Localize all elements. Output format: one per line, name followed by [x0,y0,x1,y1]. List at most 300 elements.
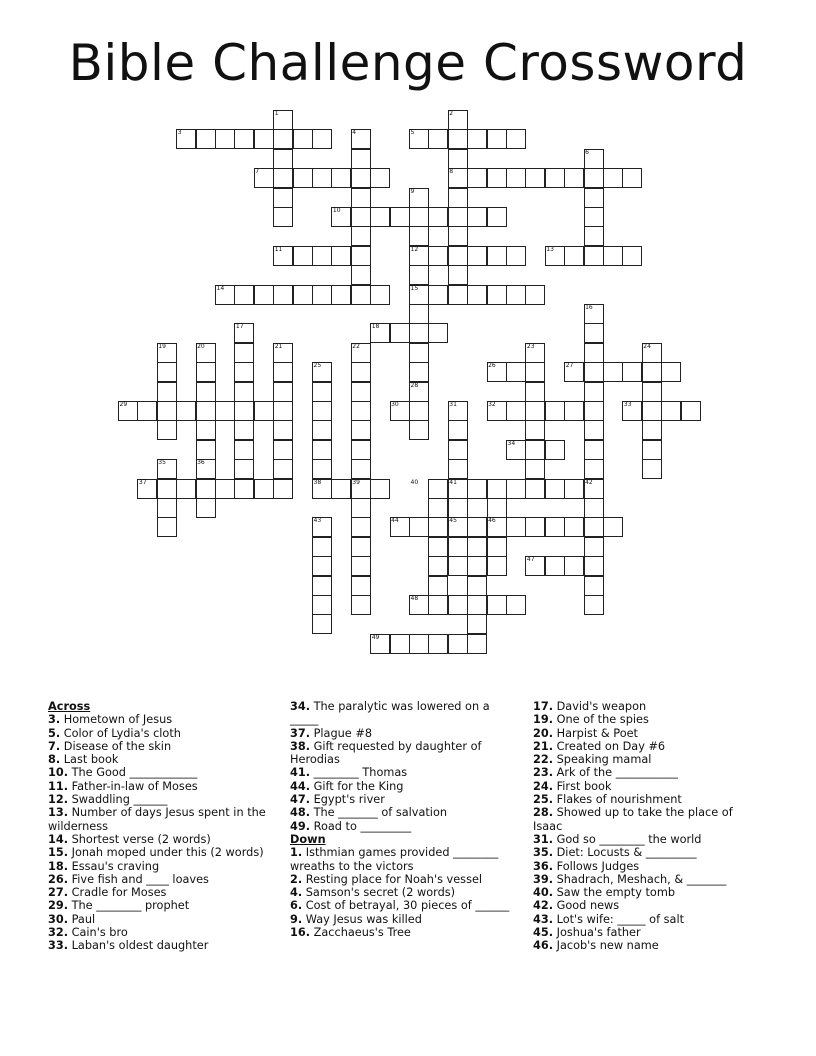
grid-cell[interactable] [661,401,681,421]
grid-cell[interactable] [390,207,410,227]
grid-cell[interactable] [584,517,604,537]
grid-cell[interactable] [370,207,390,227]
grid-cell[interactable] [273,149,293,169]
grid-cell[interactable] [642,459,662,479]
grid-cell[interactable] [487,537,507,557]
grid-cell[interactable] [448,459,468,479]
clue-text: Hometown of Jesus [60,713,173,727]
grid-cell[interactable] [331,479,351,499]
grid-cell[interactable] [448,207,468,227]
clue-number: 48. [290,806,311,820]
grid-cell[interactable] [681,401,701,421]
grid-cell[interactable] [409,304,429,324]
grid-cell[interactable] [448,420,468,440]
page-title: Bible Challenge Crossword [68,34,748,92]
grid-cell[interactable] [273,168,293,188]
grid-cell[interactable] [428,576,448,596]
grid-cell[interactable] [273,459,293,479]
grid-cell[interactable] [564,246,584,266]
clue-text: Last book [60,753,119,767]
grid-cell[interactable] [545,440,565,460]
clue-number: 30. [48,912,69,926]
grid-cell[interactable] [448,265,468,285]
grid-cell[interactable] [254,479,274,499]
grid-cell[interactable] [370,168,390,188]
grid-cell[interactable] [351,285,371,305]
grid-cell[interactable] [312,459,332,479]
grid-cell[interactable] [331,246,351,266]
clue-number-label: 7 [255,168,260,176]
clue-item [533,873,763,886]
grid-cell[interactable] [157,362,177,382]
grid-cell[interactable] [428,517,448,537]
clue-number-label: 27 [565,362,574,370]
grid-cell[interactable] [467,576,487,596]
clue-item [48,713,273,726]
clue-number-label: 43 [313,517,322,525]
grid-cell[interactable] [487,479,507,499]
clue-number-label: 13 [546,245,554,253]
grid-cell[interactable] [312,537,332,557]
grid-cell[interactable] [584,188,604,208]
grid-cell[interactable] [293,285,313,305]
grid-cell[interactable] [409,634,429,654]
grid-cell[interactable] [467,207,487,227]
clue-item [48,753,273,766]
grid-cell[interactable] [351,168,371,188]
grid-cell[interactable] [642,440,662,460]
grid-cell[interactable] [506,401,526,421]
grid-cell[interactable] [273,382,293,402]
grid-cell[interactable] [351,149,371,169]
grid-cell[interactable] [273,440,293,460]
grid-cell[interactable] [409,517,429,537]
grid-cell[interactable] [157,401,177,421]
grid-cell[interactable] [312,168,332,188]
grid-cell[interactable] [351,401,371,421]
grid-cell[interactable] [215,129,235,149]
grid-cell[interactable] [351,537,371,557]
grid-cell[interactable] [467,614,487,634]
grid-cell[interactable] [234,401,254,421]
grid-cell[interactable] [487,595,507,615]
grid-cell[interactable] [254,129,274,149]
grid-cell[interactable] [525,479,545,499]
grid-cell[interactable] [428,634,448,654]
clue-number: 43. [533,912,554,926]
clue-number: 24. [533,779,554,793]
clue-text: Samson's secret (2 words) [302,886,456,900]
clue-number-label: 6 [585,148,589,156]
grid-cell[interactable] [487,498,507,518]
clue-item [290,700,510,727]
grid-cell[interactable] [448,188,468,208]
clue-text: Father-in-law of Moses [68,779,198,793]
grid-cell[interactable] [428,537,448,557]
grid-cell[interactable] [196,479,216,499]
grid-cell[interactable] [215,401,235,421]
grid-cell[interactable] [390,634,410,654]
clue-text: Gift for the King [310,779,404,793]
clue-column-2 [290,700,510,939]
clue-number-label: 3 [177,129,182,137]
clue-number-label: 9 [410,187,415,195]
grid-cell[interactable] [525,401,545,421]
grid-cell[interactable] [467,285,487,305]
grid-cell[interactable] [157,498,177,518]
grid-cell[interactable] [351,595,371,615]
grid-cell[interactable] [273,420,293,440]
grid-cell[interactable] [428,498,448,518]
grid-cell[interactable] [234,343,254,363]
grid-cell[interactable] [196,420,216,440]
grid-cell[interactable] [467,168,487,188]
grid-cell[interactable] [409,323,429,343]
grid-cell[interactable] [312,420,332,440]
grid-cell[interactable] [137,401,157,421]
grid-cell[interactable] [234,440,254,460]
clue-number-label: 29 [119,401,128,408]
grid-cell[interactable] [273,362,293,382]
grid-cell[interactable] [351,188,371,208]
clue-number: 41. [290,766,311,780]
grid-cell[interactable] [273,207,293,227]
grid-cell[interactable] [564,168,584,188]
grid-cell[interactable] [312,595,332,615]
clue-number-label: 17 [235,323,244,331]
grid-cell[interactable] [176,401,196,421]
clue-item [533,727,763,740]
clue-number-label: 19 [158,342,166,350]
grid-cell[interactable] [234,285,254,305]
grid-cell[interactable] [584,362,604,382]
grid-cell[interactable] [603,246,623,266]
grid-cell[interactable] [584,323,604,343]
grid-cell[interactable] [312,382,332,402]
grid-cell[interactable] [448,537,468,557]
grid-cell[interactable] [428,556,448,576]
grid-cell[interactable] [196,498,216,518]
grid-cell[interactable] [273,401,293,421]
grid-cell[interactable] [428,285,448,305]
grid-cell[interactable] [545,517,565,537]
grid-cell[interactable] [234,129,254,149]
grid-cell[interactable] [661,362,681,382]
grid-cell[interactable] [603,517,623,537]
grid-cell[interactable] [487,556,507,576]
grid-cell[interactable] [545,479,565,499]
grid-cell[interactable] [234,479,254,499]
grid-cell[interactable] [525,440,545,460]
grid-cell[interactable] [448,440,468,460]
grid-cell[interactable] [331,285,351,305]
grid-cell[interactable] [196,440,216,460]
grid-cell[interactable] [234,382,254,402]
grid-cell[interactable] [312,285,332,305]
grid-cell[interactable] [390,323,410,343]
grid-cell[interactable] [448,556,468,576]
clue-item [533,939,763,952]
grid-cell[interactable] [467,246,487,266]
grid-cell[interactable] [254,401,274,421]
clue-number: 45. [533,926,554,940]
grid-cell[interactable] [370,479,390,499]
clue-number-label: 31 [449,401,457,408]
grid-cell[interactable] [448,595,468,615]
grid-cell[interactable] [351,576,371,596]
clue-item [533,833,763,846]
grid-cell[interactable] [467,595,487,615]
grid-cell[interactable] [584,168,604,188]
grid-cell[interactable] [506,595,526,615]
clue-number: 40. [533,886,554,900]
clue-number: 42. [533,899,554,913]
grid-cell[interactable] [428,129,448,149]
clue-number-label: 48 [410,595,419,602]
grid-cell[interactable] [622,168,642,188]
clue-item [48,913,273,926]
grid-cell[interactable] [545,401,565,421]
clue-item [290,740,510,767]
grid-cell[interactable] [506,479,526,499]
grid-cell[interactable] [506,168,526,188]
grid-cell[interactable] [642,401,662,421]
grid-cell[interactable] [448,246,468,266]
grid-cell[interactable] [564,556,584,576]
grid-cell[interactable] [584,401,604,421]
grid-cell[interactable] [196,401,216,421]
grid-cell[interactable] [409,265,429,285]
grid-cell[interactable] [428,479,448,499]
clue-item [290,913,510,926]
grid-cell[interactable] [448,149,468,169]
grid-cell[interactable] [331,168,351,188]
grid-cell[interactable] [254,285,274,305]
grid-cell[interactable] [351,362,371,382]
grid-cell[interactable] [467,556,487,576]
grid-cell[interactable] [312,129,332,149]
grid-cell[interactable] [564,517,584,537]
grid-cell[interactable] [622,246,642,266]
grid-cell[interactable] [409,343,429,363]
clue-number: 34. [290,700,311,713]
clue-text: Essau's craving [68,859,160,873]
clue-item [533,780,763,793]
clue-item [290,886,510,899]
grid-cell[interactable] [273,479,293,499]
grid-cell[interactable] [584,595,604,615]
grid-cell[interactable] [525,168,545,188]
grid-cell[interactable] [506,362,526,382]
clue-item [48,766,273,779]
clue-column-3 [533,700,763,953]
clue-number-label: 5 [410,129,415,137]
grid-cell[interactable] [351,265,371,285]
grid-cell[interactable] [351,440,371,460]
grid-cell[interactable] [584,343,604,363]
grid-cell[interactable] [428,595,448,615]
clue-text: Shortest verse (2 words) [68,832,211,846]
clue-number: 3. [48,713,61,727]
grid-cell[interactable] [448,634,468,654]
grid-cell[interactable] [409,401,429,421]
grid-cell[interactable] [584,226,604,246]
clue-text: The ________ prophet [68,899,190,913]
clue-item [290,926,510,939]
grid-cell[interactable] [428,246,448,266]
grid-cell[interactable] [506,285,526,305]
grid-cell[interactable] [525,420,545,440]
grid-cell[interactable] [234,420,254,440]
grid-cell[interactable] [312,614,332,634]
grid-cell[interactable] [467,129,487,149]
grid-cell[interactable] [157,420,177,440]
clue-number: 8. [48,753,61,767]
clue-number-label: 4 [352,129,357,137]
clue-number: 29. [48,899,69,913]
clue-text: Road to _________ [310,819,412,833]
clue-number-label: 38 [313,478,322,486]
grid-cell[interactable] [196,362,216,382]
grid-cell[interactable] [157,382,177,402]
grid-cell[interactable] [409,362,429,382]
grid-cell[interactable] [584,440,604,460]
grid-cell[interactable] [506,246,526,266]
clue-text: Ark of the ___________ [553,766,678,780]
clue-text: Way Jesus was killed [302,912,422,926]
grid-cell[interactable] [467,634,487,654]
clue-item [533,766,763,779]
grid-cell[interactable] [370,285,390,305]
grid-cell[interactable] [351,556,371,576]
grid-cell[interactable] [409,226,429,246]
grid-cell[interactable] [584,246,604,266]
grid-cell[interactable] [564,479,584,499]
grid-cell[interactable] [525,362,545,382]
clue-number-label: 14 [216,284,225,292]
grid-cell[interactable] [584,537,604,557]
grid-cell[interactable] [603,168,623,188]
grid-cell[interactable] [428,323,448,343]
grid-cell[interactable] [312,401,332,421]
grid-cell[interactable] [351,517,371,537]
grid-cell[interactable] [584,420,604,440]
grid-cell[interactable] [409,207,429,227]
grid-cell[interactable] [234,459,254,479]
grid-cell[interactable] [273,285,293,305]
clue-item [533,899,763,912]
grid-cell[interactable] [351,246,371,266]
clue-text: The paralytic was lowered on a _____ [290,700,490,727]
grid-cell[interactable] [157,479,177,499]
grid-cell[interactable] [448,285,468,305]
clue-number-label: 34 [507,439,516,447]
grid-cell[interactable] [642,420,662,440]
clue-number-label: 32 [488,401,496,408]
grid-cell[interactable] [351,226,371,246]
grid-cell[interactable] [467,537,487,557]
grid-cell[interactable] [312,556,332,576]
grid-cell[interactable] [409,420,429,440]
grid-cell[interactable] [584,382,604,402]
grid-cell[interactable] [293,168,313,188]
grid-cell[interactable] [351,207,371,227]
grid-cell[interactable] [584,498,604,518]
grid-cell[interactable] [351,498,371,518]
grid-cell[interactable] [196,129,216,149]
grid-cell[interactable] [293,246,313,266]
clue-text: Created on Day #6 [553,739,666,753]
grid-cell[interactable] [584,207,604,227]
clue-number-label: 15 [410,284,419,292]
grid-cell[interactable] [525,285,545,305]
grid-cell[interactable] [584,576,604,596]
grid-cell[interactable] [545,168,565,188]
grid-cell[interactable] [506,129,526,149]
grid-cell[interactable] [312,246,332,266]
grid-cell[interactable] [273,129,293,149]
grid-cell[interactable] [293,129,313,149]
grid-cell[interactable] [584,459,604,479]
grid-cell[interactable] [196,382,216,402]
grid-cell[interactable] [545,556,565,576]
grid-cell[interactable] [448,498,468,518]
clue-number: 23. [533,766,554,780]
grid-cell[interactable] [467,479,487,499]
clue-number-label: 10 [332,207,341,214]
grid-cell[interactable] [448,129,468,149]
clue-text: Resting place for Noah's vessel [302,872,483,886]
grid-cell[interactable] [487,207,507,227]
grid-cell[interactable] [448,226,468,246]
grid-cell[interactable] [603,362,623,382]
clue-item [48,740,273,753]
grid-cell[interactable] [525,382,545,402]
grid-cell[interactable] [487,246,507,266]
clue-number-label: 2 [449,110,454,117]
grid-cell[interactable] [215,479,235,499]
grid-cell[interactable] [487,285,507,305]
grid-cell[interactable] [428,207,448,227]
grid-cell[interactable] [312,440,332,460]
grid-cell[interactable] [157,517,177,537]
grid-cell[interactable] [525,517,545,537]
grid-cell[interactable] [506,517,526,537]
grid-cell[interactable] [351,459,371,479]
clue-text: Color of Lydia's cloth [60,726,181,740]
clue-number-label: 47 [526,556,535,564]
grid-cell[interactable] [234,362,254,382]
clue-item [48,727,273,740]
grid-cell[interactable] [525,459,545,479]
grid-cell[interactable] [642,382,662,402]
grid-cell[interactable] [467,517,487,537]
grid-cell[interactable] [273,188,293,208]
grid-cell[interactable] [584,556,604,576]
grid-cell[interactable] [351,382,371,402]
clue-text: Jonah moped under this (2 words) [68,846,264,860]
grid-cell[interactable] [487,129,507,149]
clue-text: Diet: Locusts & _________ [553,846,697,860]
grid-cell[interactable] [487,168,507,188]
clue-number: 46. [533,939,554,953]
grid-cell[interactable] [564,401,584,421]
grid-cell[interactable] [176,479,196,499]
grid-cell[interactable] [622,362,642,382]
grid-cell[interactable] [312,576,332,596]
grid-cell[interactable] [642,362,662,382]
grid-cell[interactable] [351,420,371,440]
